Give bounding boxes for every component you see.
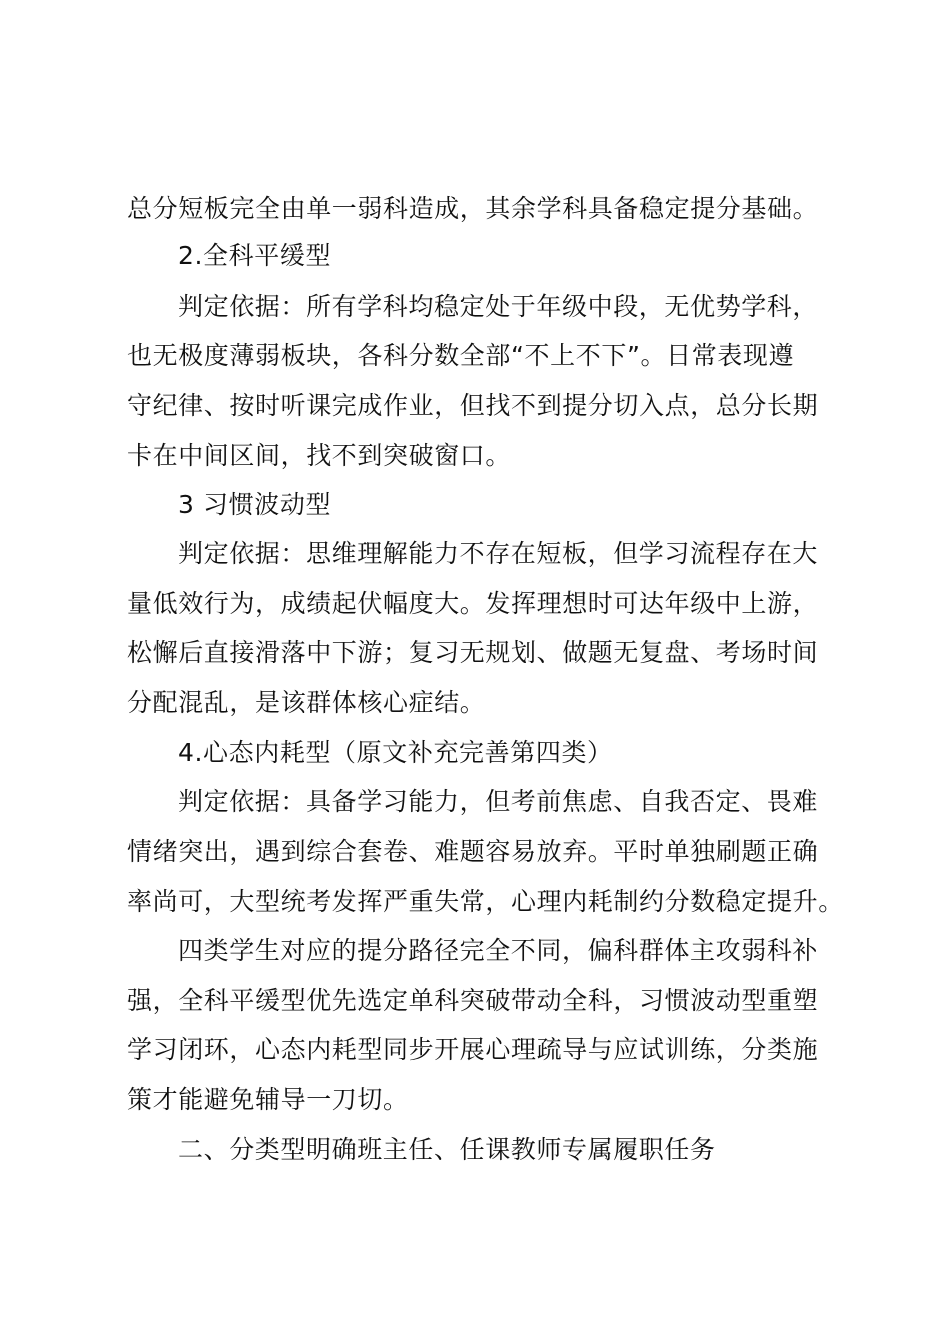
section-heading: 4.心态内耗型（原文补充完善第四类） — [178, 738, 613, 767]
paragraph-line: 率尚可，大型统考发挥严重失常，心理内耗制约分数稳定提升。 — [127, 887, 844, 916]
section-heading: 2.全科平缓型 — [178, 241, 332, 270]
paragraph-line: 守纪律、按时听课完成作业，但找不到提分切入点，总分长期 — [127, 391, 819, 420]
paragraph-line: 分配混乱，是该群体核心症结。 — [127, 688, 486, 717]
paragraph-line: 学习闭环，心态内耗型同步开展心理疏导与应试训练，分类施 — [127, 1035, 819, 1064]
paragraph-line: 松懈后直接滑落中下游；复习无规划、做题无复盘、考场时间 — [127, 638, 819, 667]
section-heading: 3 习惯波动型 — [178, 490, 332, 519]
paragraph-line: 强，全科平缓型优先选定单科突破带动全科，习惯波动型重塑 — [127, 986, 819, 1015]
chapter-heading: 二、分类型明确班主任、任课教师专属履职任务 — [178, 1135, 716, 1164]
paragraph-line: 量低效行为，成绩起伏幅度大。发挥理想时可达年级中上游， — [127, 589, 819, 618]
paragraph-line: 情绪突出，遇到综合套卷、难题容易放弃。平时单独刷题正确 — [127, 837, 819, 866]
paragraph-line: 判定依据：思维理解能力不存在短板，但学习流程存在大 — [178, 539, 819, 568]
paragraph-line: 判定依据：具备学习能力，但考前焦虑、自我否定、畏难 — [178, 787, 819, 816]
paragraph-line: 判定依据：所有学科均稳定处于年级中段，无优势学科， — [178, 292, 819, 321]
paragraph-line: 卡在中间区间，找不到突破窗口。 — [127, 441, 512, 470]
paragraph-line: 四类学生对应的提分路径完全不同，偏科群体主攻弱科补 — [178, 936, 819, 965]
paragraph-line: 也无极度薄弱板块，各科分数全部“不上不下”。日常表现遵 — [127, 341, 795, 370]
paragraph-line: 总分短板完全由单一弱科造成，其余学科具备稳定提分基础。 — [127, 194, 819, 223]
paragraph-line: 策才能避免辅导一刀切。 — [127, 1085, 409, 1114]
